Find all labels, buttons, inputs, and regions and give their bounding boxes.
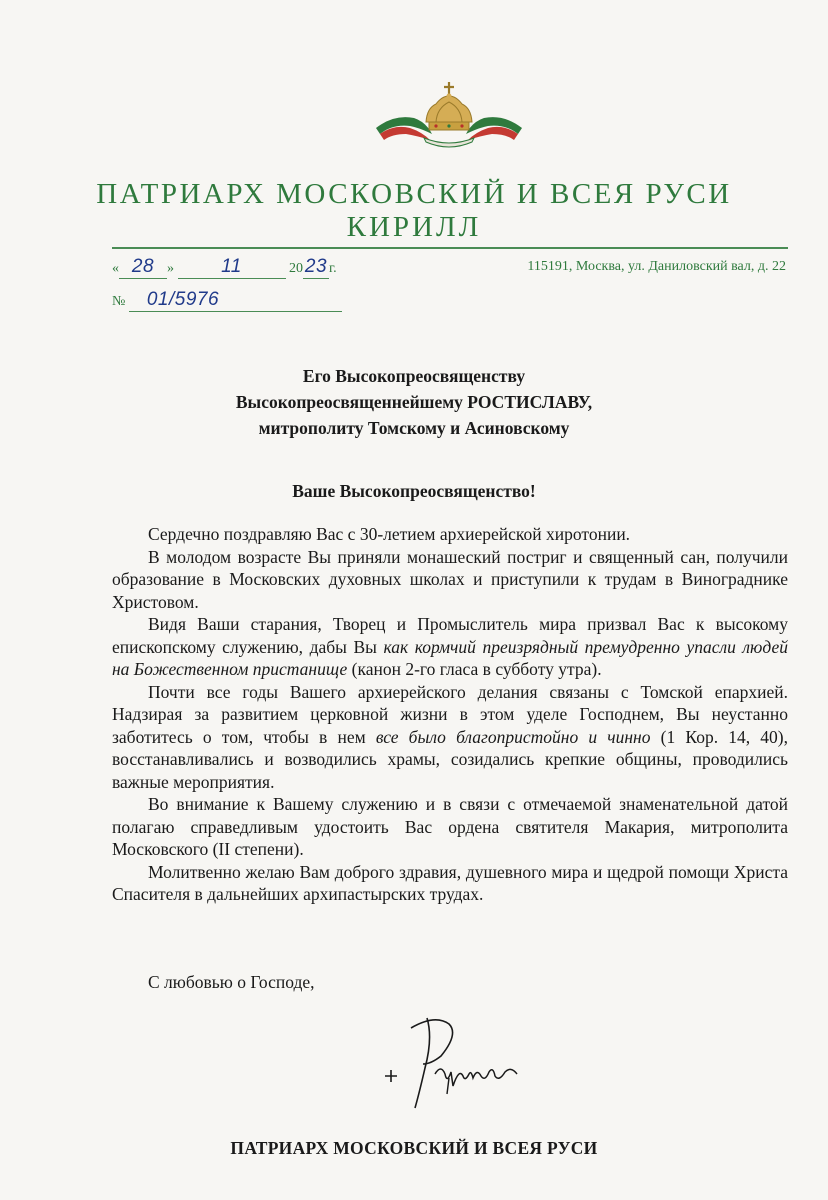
letter-body (112, 523, 788, 906)
letterhead-name: КИРИЛЛ (346, 211, 482, 243)
date-open-quote: « (112, 261, 119, 276)
salutation: Ваше Высокопреосвященство! (292, 481, 536, 501)
handwritten-signature (375, 1008, 545, 1118)
patriarch-crest-emblem (374, 78, 524, 150)
paragraph-6: Молитвенно желаю Вам доброго здравия, душевного мира и щедрой помощи Христа Спасителя в дальнейших архипастырских трудах. (112, 861, 788, 904)
paragraph-4-quote: все было благопристойно и чинно (375, 726, 651, 747)
letterhead-divider (112, 247, 788, 249)
date-year-suffix: 23 (304, 256, 328, 277)
addressee-line-1: Его Высокопреосвященству (302, 366, 526, 386)
paragraph-3-quote: как кормчий преизрядный премудренно упасли людей на Божественном пристанище (112, 636, 788, 679)
date-day: 28 (131, 256, 155, 277)
closing-phrase: С любовью о Господе, (148, 972, 315, 992)
paragraph-1: Сердечно поздравляю Вас с 30-летием архиерейской хиротонии. (148, 524, 631, 544)
addressee-line-2: Высокопреосвященнейшему РОСТИСЛАВУ, (235, 392, 593, 412)
paragraph-3-source: (канон 2-го гласа в субботу утра). (347, 659, 602, 679)
paragraph-3 (112, 613, 788, 681)
letterhead-title: ПАТРИАРХ МОСКОВСКИЙ И ВСЕЯ РУСИ (96, 178, 732, 210)
addressee-line-3: митрополиту Томскому и Асиновскому (258, 418, 570, 438)
paragraph-4-source: (1 Кор. 14, 40), восстанавливались и возводились храмы, созидались крепкие общины, проводились важные мероприятия. (112, 726, 788, 792)
date-year-label: г. (329, 261, 337, 276)
date-month: 11 (221, 256, 242, 277)
paragraph-4-text: Почти все годы Вашего архиерейского делания связаны с Томской епархией. Надзирая за развитием церковной жизни в этом уделе Господнем, Вы неустанно заботитесь о том, чтобы в нем (112, 681, 788, 747)
office-address: 115191, Москва, ул. Даниловский вал, д. 22 (527, 259, 786, 274)
addressee-block (0, 363, 828, 441)
date-line (112, 256, 337, 279)
reference-number: 01/5976 (146, 289, 220, 310)
paragraph-4 (112, 681, 788, 794)
paragraph-5: Во внимание к Вашему служению и в связи с отмечаемой знаменательной датой полагаю справедливым удостоить Вас ордена святителя Макария, митрополита Московского (II степени). (112, 794, 788, 859)
paragraph-3-text: Видя Ваши старания, Творец и Промыслитель мира призвал Вас к высокому епископскому служению, дабы Вы (112, 614, 788, 657)
reference-number-line (112, 289, 342, 312)
paragraph-2: В молодом возрасте Вы приняли монашеский постриг и священный сан, получили образование в Московских духовных школах и приступили к трудам в Винограднике Христовом. (112, 546, 788, 612)
number-label: № (112, 294, 126, 309)
date-close-quote: » (167, 261, 174, 276)
date-year-prefix: 20 (289, 261, 303, 276)
footer-title: ПАТРИАРХ МОСКОВСКИЙ И ВСЕЯ РУСИ (230, 1138, 598, 1158)
